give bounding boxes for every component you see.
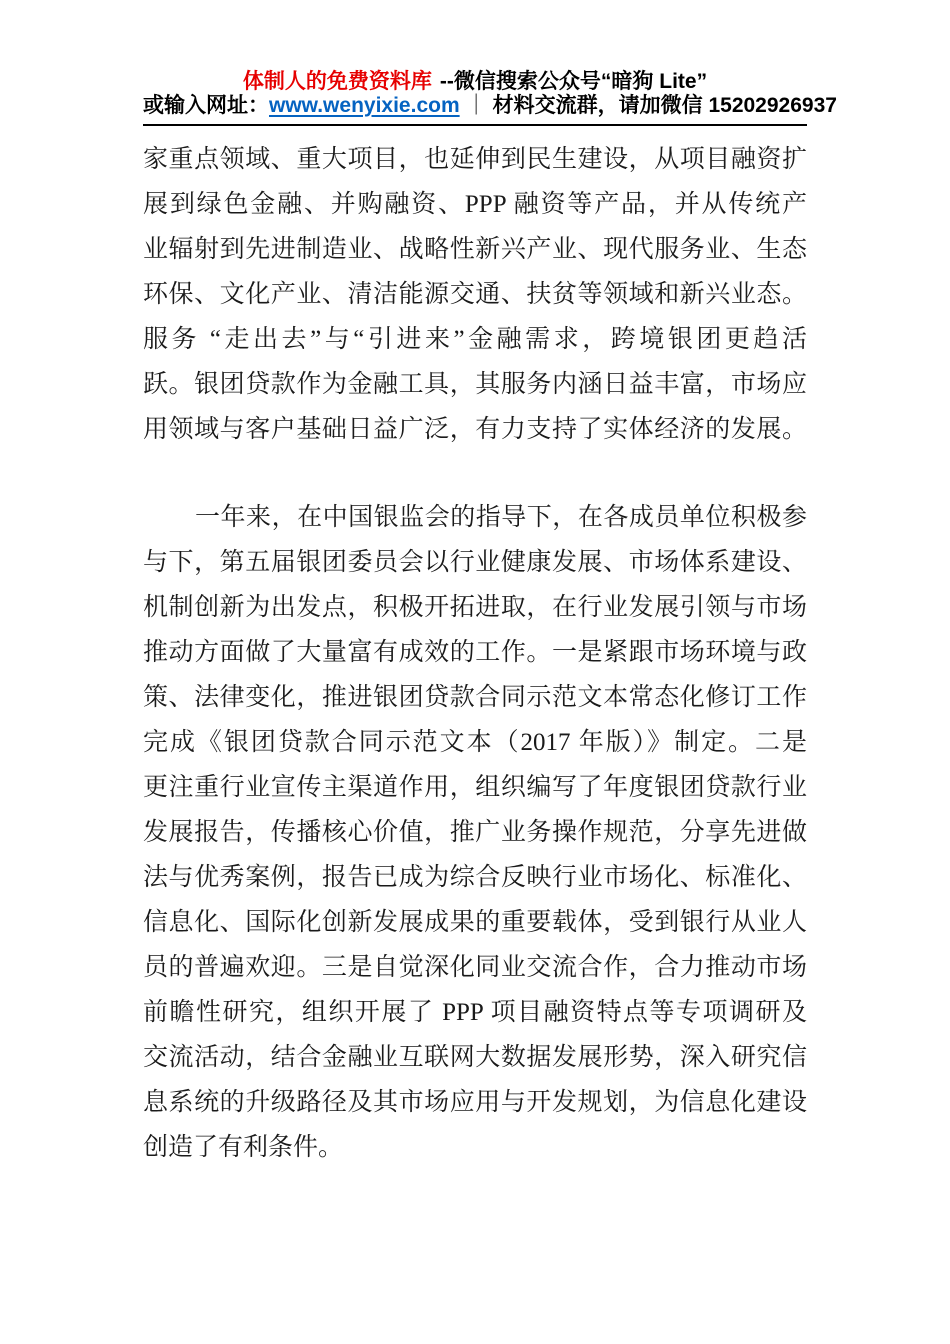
text-line: 业辐射到先进制造业、战略性新兴产业、现代服务业、生态 (143, 236, 807, 263)
text-line: 环保、文化产业、清洁能源交通、扶贫等领域和新兴业态。 (143, 281, 807, 308)
text-line: 更注重行业宣传主渠道作用，组织编写了年度银团贷款行业 (143, 774, 807, 801)
text-line: 机制创新为出发点，积极开拓进取，在行业发展引领与市场 (143, 594, 807, 621)
text-line: 完成《银团贷款合同示范文本（2017 年版）》制定。二是 (143, 729, 807, 756)
text-line: 息系统的升级路径及其市场应用与开发规划，为信息化建设 (143, 1089, 807, 1116)
paragraph-2 (143, 495, 807, 1170)
text-line: 一年来，在中国银监会的指导下，在各成员单位积极参 (195, 504, 807, 531)
contact-info: 材料交流群，请加微信 15202926937 (492, 94, 837, 117)
text-line: 策、法律变化，推进银团贷款合同示范文本常态化修订工作 (143, 684, 807, 711)
text-line: 与下，第五届银团委员会以行业健康发展、市场体系建设、 (143, 549, 807, 576)
text-line: 用领域与客户基础日益广泛，有力支持了实体经济的发展。 (143, 416, 807, 443)
text-line: 法与优秀案例，报告已成为综合反映行业市场化、标准化、 (143, 864, 807, 891)
header-line-1 (143, 70, 807, 94)
promo-header (143, 70, 837, 126)
text-line: 跃。银团贷款作为金融工具，其服务内涵日益丰富，市场应 (143, 371, 807, 398)
paragraph-1 (143, 137, 807, 452)
separator-bar: ｜ (465, 94, 487, 117)
text-line: 家重点领域、重大项目，也延伸到民生建设，从项目融资扩 (143, 146, 807, 173)
text-line: 服务 “走出去”与“引进来”金融需求，跨境银团更趋活 (143, 326, 807, 353)
website-link[interactable]: www.wenyixie.com (269, 94, 460, 117)
url-prompt-label: 或输入网址： (143, 94, 269, 117)
document-body (143, 137, 807, 1170)
text-line: 展到绿色金融、并购融资、PPP 融资等产品，并从传统产 (143, 191, 807, 218)
brand-title: 体制人的免费资料库 (242, 70, 432, 93)
text-line: 前瞻性研究，组织开展了 PPP 项目融资特点等专项调研及 (143, 999, 807, 1026)
header-line-2 (143, 94, 837, 118)
text-line: 推动方面做了大量富有成效的工作。一是紧跟市场环境与政 (143, 639, 807, 666)
text-line: 发展报告，传播核心价值，推广业务操作规范，分享先进做 (143, 819, 807, 846)
text-line: 员的普遍欢迎。三是自觉深化同业交流合作，合力推动市场 (143, 954, 807, 981)
brand-tagline: --微信搜索公众号“暗狗 Lite” (439, 70, 708, 93)
text-line: 信息化、国际化创新发展成果的重要载体，受到银行从业人 (143, 909, 807, 936)
text-line: 交流活动，结合金融业互联网大数据发展形势，深入研究信 (143, 1044, 807, 1071)
text-line: 创造了有利条件。 (143, 1134, 344, 1161)
